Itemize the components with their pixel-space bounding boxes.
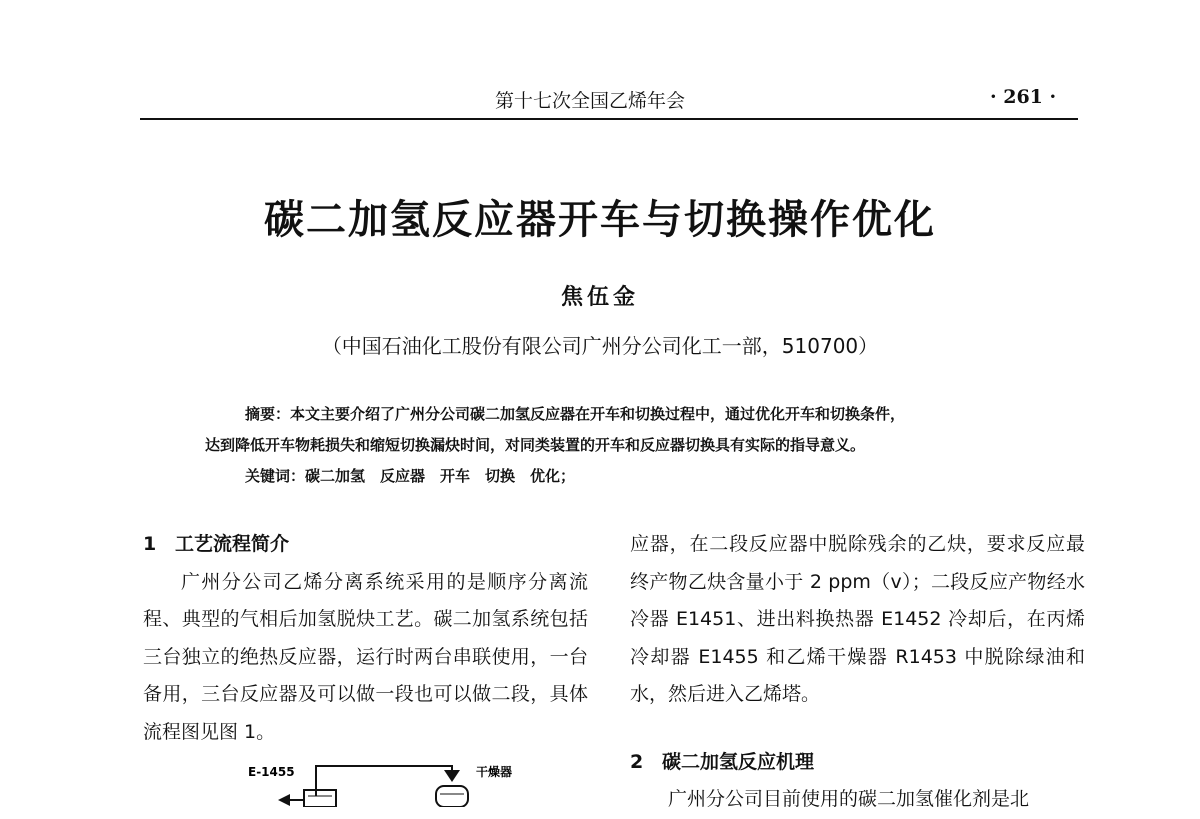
page-number: · 261 · bbox=[990, 86, 1057, 108]
left-column bbox=[143, 526, 588, 751]
author-name: 焦伍金 bbox=[560, 284, 639, 310]
running-header-title: 第十七次全国乙烯年会 bbox=[494, 90, 685, 112]
section-number: 1 bbox=[143, 533, 157, 555]
right-paragraph: 应器，在二段反应器中脱除残余的乙炔，要求反应最终产物乙炔含量小于 2 ppm（v）；二段反应产物经水冷器 E1451、进出料换热器 E1452 冷却后，在丙烯冷却器 E1455 和乙烯干燥器 R1453 中脱除绿油和水，然后进入乙烯塔。 bbox=[630, 533, 1085, 705]
flow-diagram bbox=[240, 760, 560, 807]
section-2-heading bbox=[630, 744, 1085, 782]
section-2-paragraph: 广州分公司目前使用的碳二加氢催化剂是北 bbox=[668, 788, 1030, 810]
flow-arrow bbox=[444, 770, 460, 782]
author-affiliation: （中国石油化工股份有限公司广州分公司化工一部，510700） bbox=[321, 334, 879, 358]
process-flow-figure bbox=[240, 760, 560, 807]
article-title: 碳二加氢反应器开车与切换操作优化 bbox=[264, 197, 936, 243]
figure-label-dryer: 干燥器 bbox=[476, 765, 513, 779]
vessel-dryer bbox=[436, 786, 468, 807]
abstract-line-1: 摘要：本文主要介绍了广州分公司碳二加氢反应器在开车和切换过程中，通过优化开车和切换条件， bbox=[245, 405, 906, 423]
keywords: 关键词：碳二加氢 反应器 开车 切换 优化； bbox=[245, 467, 576, 485]
section-1-paragraph: 广州分公司乙烯分离系统采用的是顺序分离流程、典型的气相后加氢脱炔工艺。碳二加氢系统包括三台独立的绝热反应器，运行时两台串联使用，一台备用，三台反应器及可以做一段也可以做二段，具体流程图见图 1。 bbox=[143, 570, 588, 743]
right-column bbox=[630, 526, 1085, 819]
section-title: 碳二加氢反应机理 bbox=[662, 750, 815, 773]
section-title: 工艺流程简介 bbox=[175, 533, 290, 555]
header-rule bbox=[140, 118, 1078, 120]
flow-arrow-left bbox=[278, 794, 290, 806]
vessel-e1455 bbox=[304, 790, 336, 807]
figure-label-e1455: E-1455 bbox=[248, 765, 295, 779]
section-number: 2 bbox=[630, 750, 644, 773]
section-1-heading bbox=[143, 526, 588, 564]
abstract-line-2: 达到降低开车物耗损失和缩短切换漏炔时间，对同类装置的开车和反应器切换具有实际的指导意义。 bbox=[205, 436, 866, 454]
